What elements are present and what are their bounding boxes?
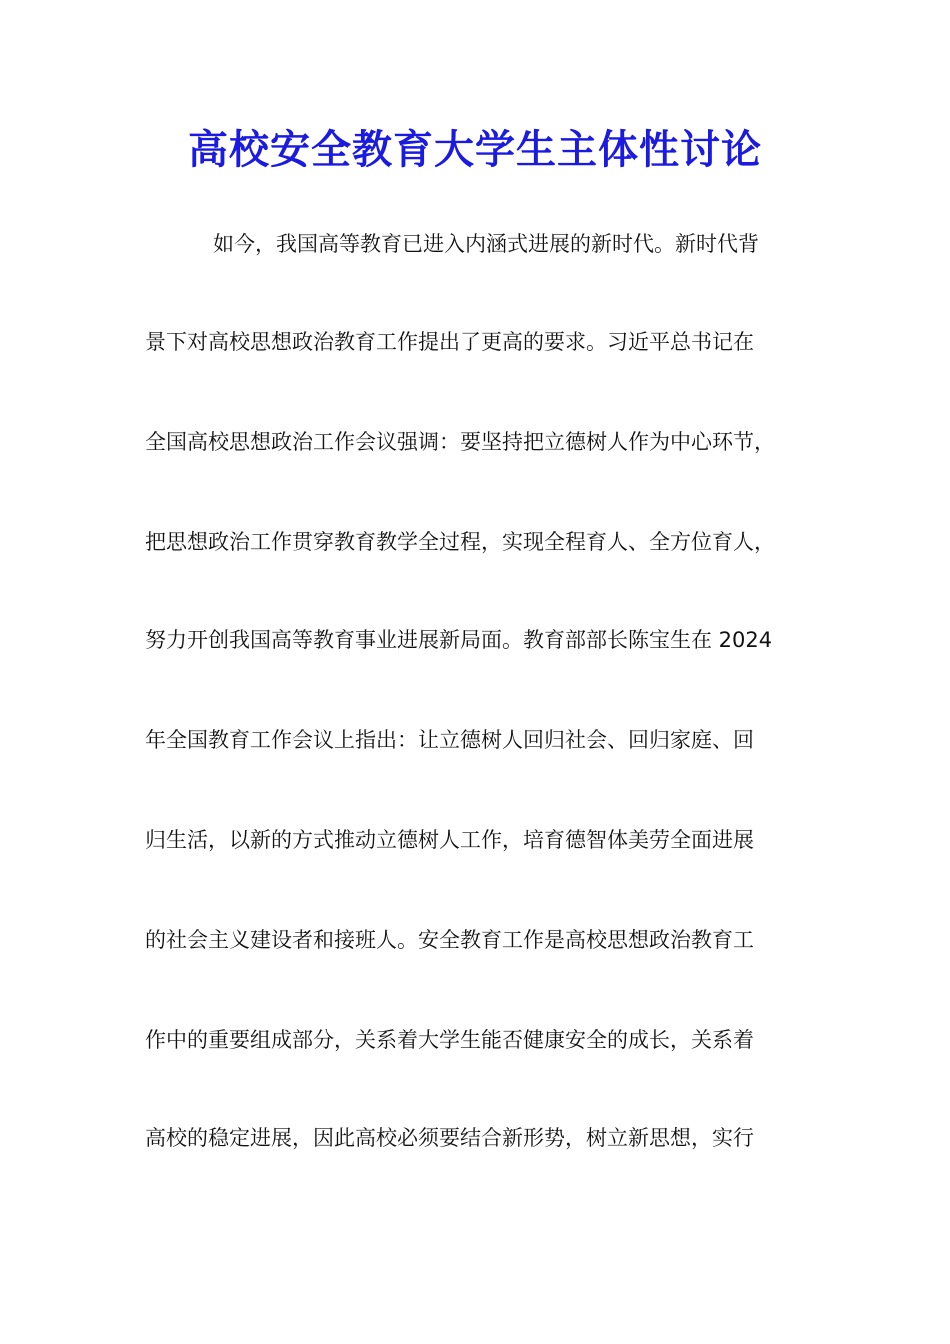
- paragraph-line: 景下对高校思想政治教育工作提出了更高的要求。习近平总书记在: [145, 330, 754, 354]
- paragraph-line: 全国高校思想政治工作会议强调：要坚持把立德树人作为中心环节，: [145, 430, 775, 454]
- paragraph-line: 的社会主义建设者和接班人。安全教育工作是高校思想政治教育工: [145, 928, 754, 952]
- paragraph-line: 如今，我国高等教育已进入内涵式进展的新时代。新时代背: [213, 232, 759, 256]
- paragraph-line: 努力开创我国高等教育事业进展新局面。教育部部长陈宝生在 2024: [145, 628, 773, 652]
- paragraph-line: 把思想政治工作贯穿教育教学全过程，实现全程育人、全方位育人，: [145, 530, 775, 554]
- paragraph-line: 归生活，以新的方式推动立德树人工作，培育德智体美劳全面进展: [145, 828, 754, 852]
- paragraph-line: 高校的稳定进展，因此高校必须要结合新形势，树立新思想，实行: [145, 1126, 754, 1150]
- paragraph-line: 作中的重要组成部分，关系着大学生能否健康安全的成长，关系着: [145, 1028, 754, 1052]
- paragraph-line: 年全国教育工作会议上指出：让立德树人回归社会、回归家庭、回: [145, 728, 754, 752]
- document-title: 高校安全教育大学生主体性讨论: [188, 126, 762, 173]
